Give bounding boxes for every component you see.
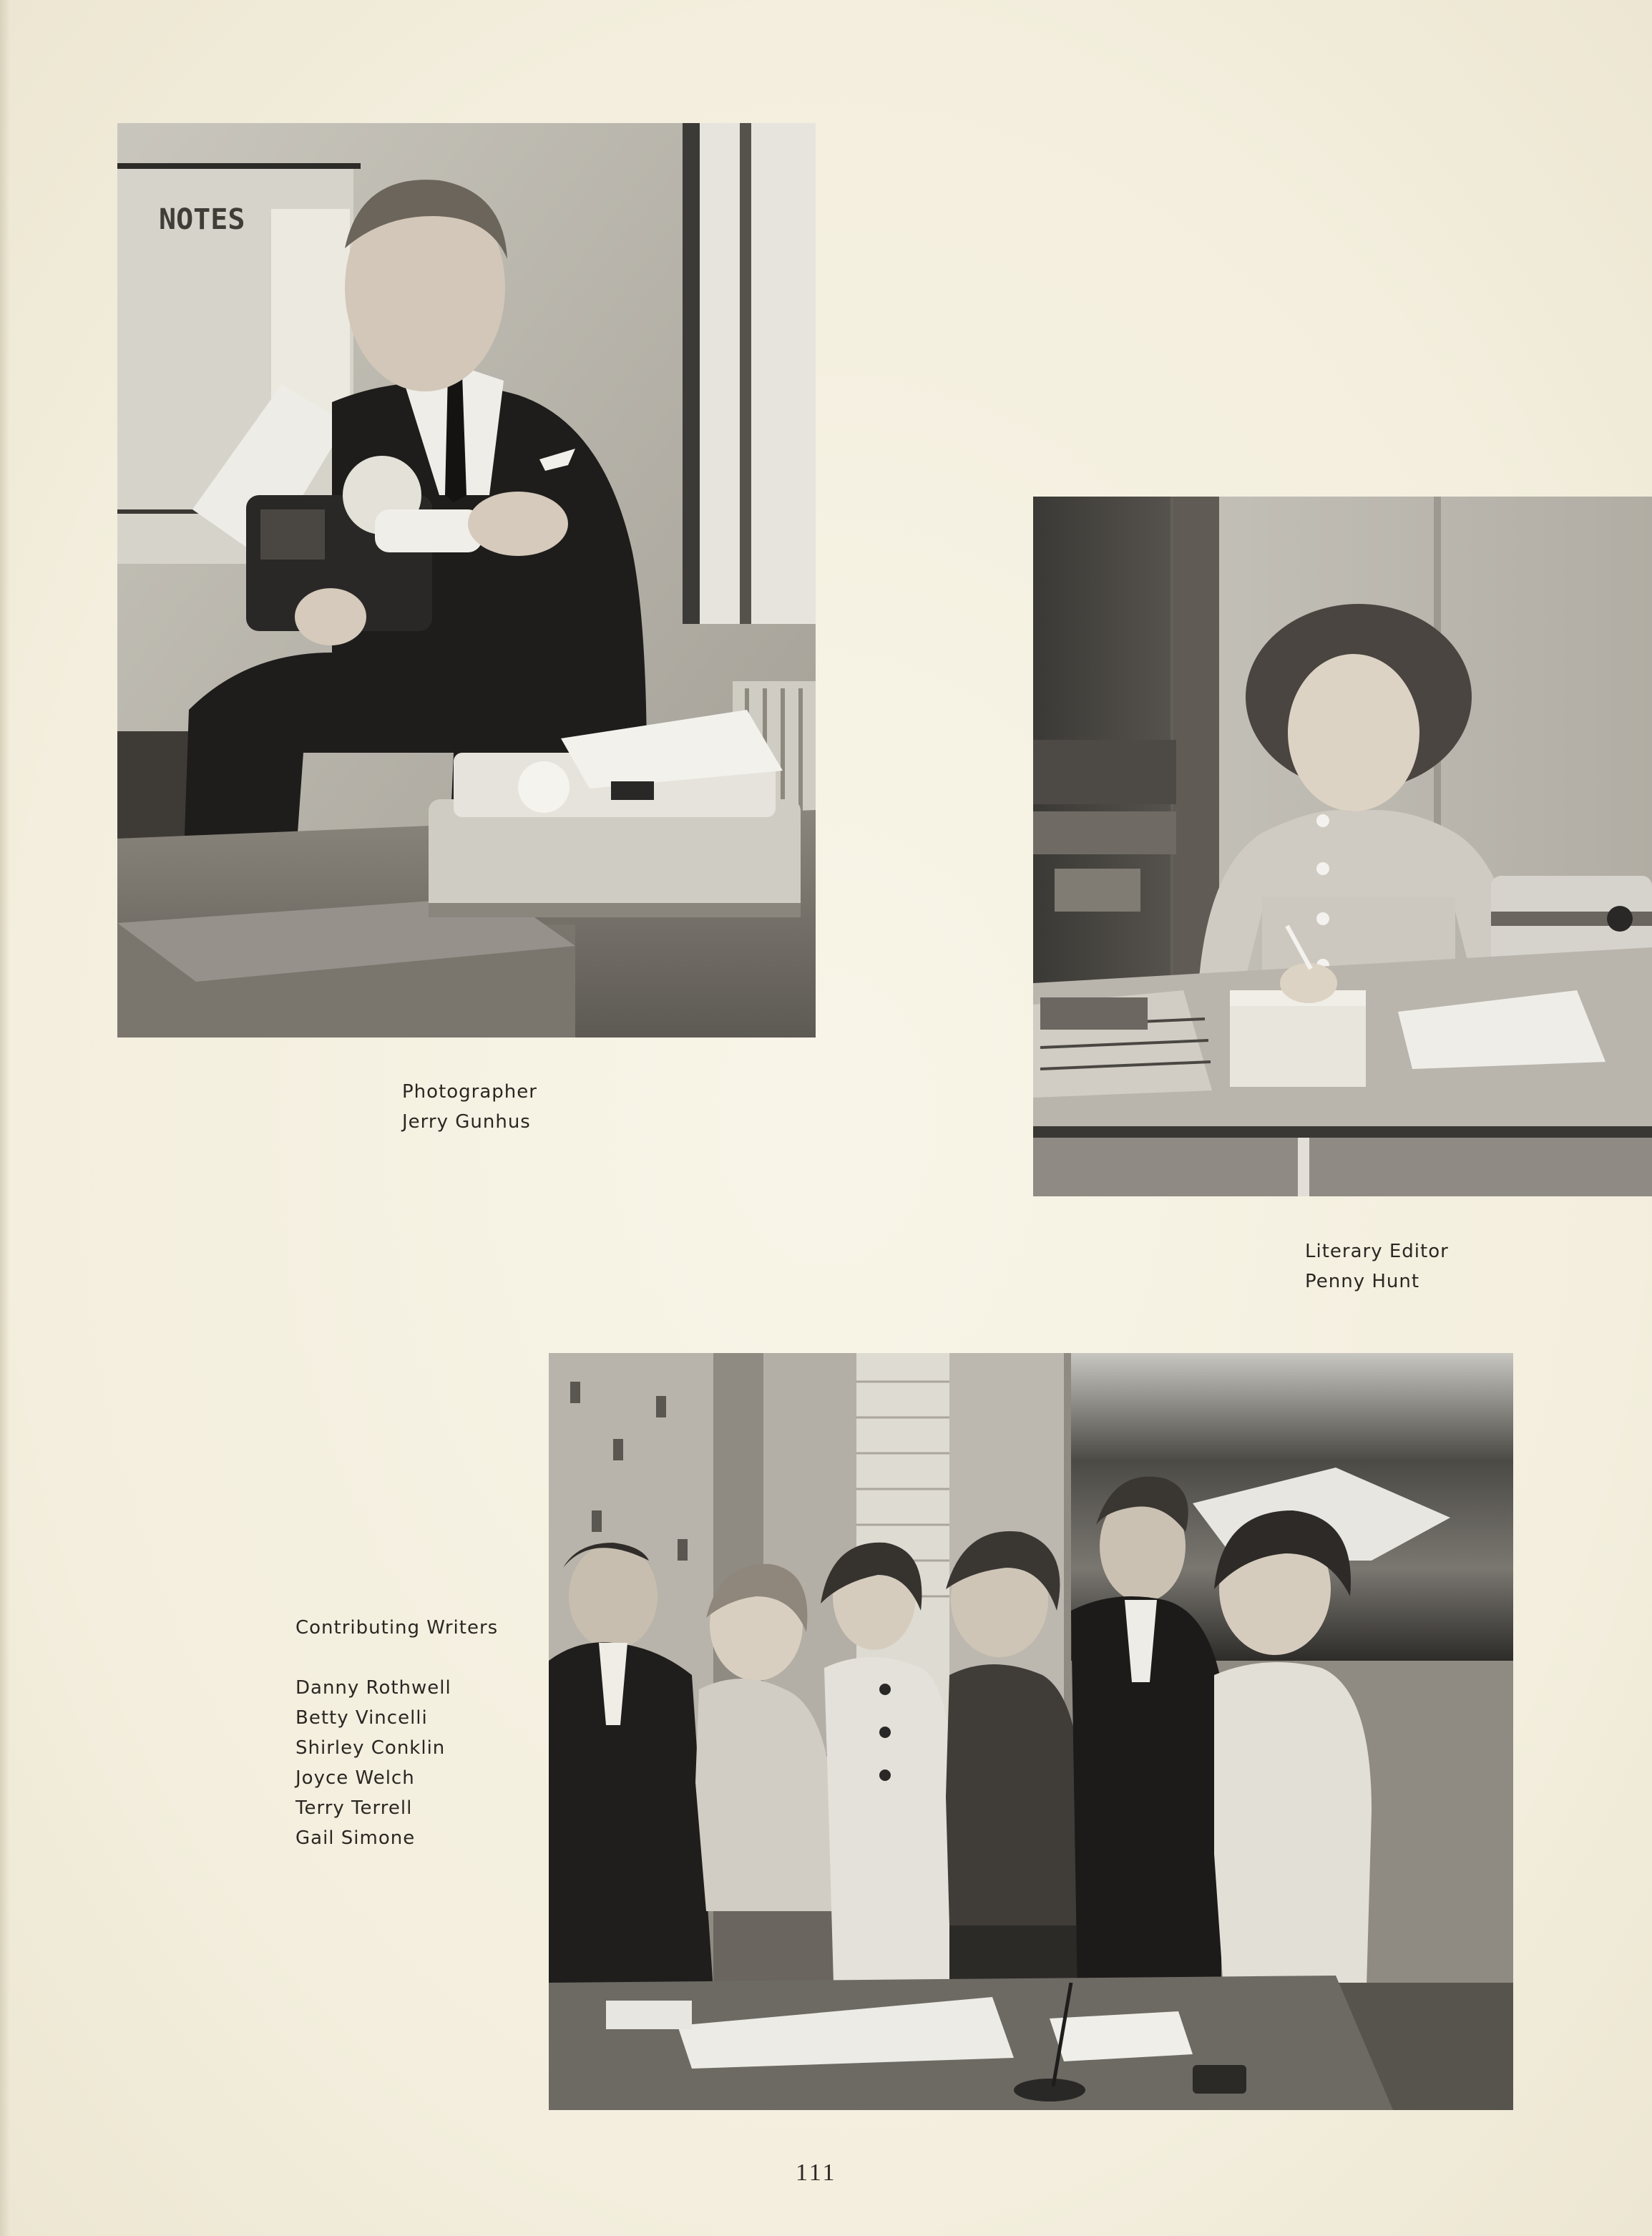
photographer-photo-drawing (117, 123, 816, 1038)
notes-board-label: NOTES (159, 203, 245, 236)
page-number: 111 (796, 2159, 837, 2186)
writer-name: Betty Vincelli (295, 1707, 428, 1729)
writer-name: Terry Terrell (295, 1797, 413, 1819)
photographer-name: Jerry Gunhus (402, 1111, 531, 1133)
writer-name: Danny Rothwell (295, 1677, 451, 1699)
contributing-writers-photo-drawing (549, 1353, 1513, 2110)
literary-editor-caption (1305, 1236, 1449, 1297)
contributing-writers-names (295, 1673, 498, 1853)
writer-name: Gail Simone (295, 1827, 416, 1849)
contributing-writers-photo (549, 1353, 1513, 2110)
binding-edge (0, 0, 10, 2236)
contributing-writers-caption (295, 1613, 498, 1853)
photographer-photo (117, 123, 816, 1038)
writer-name: Joyce Welch (295, 1767, 415, 1789)
literary-editor-photo-drawing (1033, 497, 1652, 1196)
literary-editor-title: Literary Editor (1305, 1241, 1449, 1262)
photographer-caption (402, 1077, 537, 1137)
literary-editor-photo (1033, 497, 1652, 1196)
writer-name: Shirley Conklin (295, 1737, 446, 1759)
photographer-title: Photographer (402, 1081, 537, 1103)
contributing-writers-title: Contributing Writers (295, 1617, 499, 1639)
literary-editor-name: Penny Hunt (1305, 1271, 1420, 1292)
